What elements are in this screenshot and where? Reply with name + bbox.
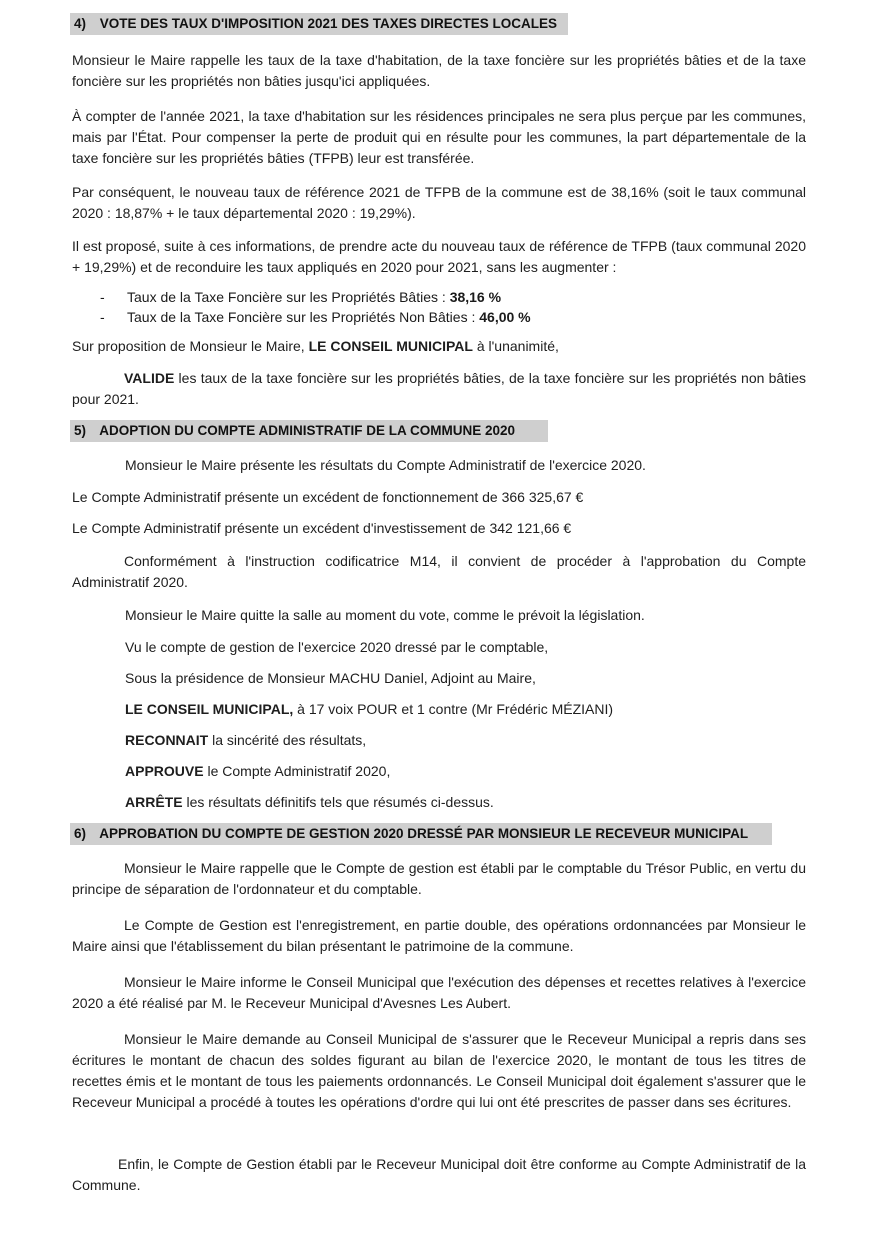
section-4-heading (70, 13, 568, 35)
list-text: Taux de la Taxe Foncière sur les Propriétés Bâties : (127, 289, 450, 305)
bold-text: ARRÊTE (125, 794, 183, 810)
paragraph: Monsieur le Maire quitte la salle au moment du vote, comme le prévoit la législation. (125, 607, 645, 623)
bold-text: RECONNAIT (125, 732, 209, 748)
section-title: ADOPTION DU COMPTE ADMINISTRATIF DE LA COMMUNE 2020 (99, 423, 516, 438)
paragraph: Le Compte Administratif présente un excédent de fonctionnement de 366 325,67 € (72, 489, 584, 505)
paragraph (72, 368, 806, 410)
paragraph (125, 699, 613, 720)
list-dash: - (100, 289, 105, 305)
text: à 17 voix POUR et 1 contre (Mr Frédéric MÉZIANI) (293, 701, 614, 717)
section-title: VOTE DES TAUX D'IMPOSITION 2021 DES TAXES DIRECTES LOCALES (99, 16, 558, 31)
bold-text: LE CONSEIL MUNICIPAL, (125, 701, 294, 717)
bold-text: LE CONSEIL MUNICIPAL (308, 338, 473, 354)
text: la sincérité des résultats, (208, 732, 367, 748)
paragraph: Monsieur le Maire présente les résultats du Compte Administratif de l'exercice 2020. (125, 457, 646, 473)
text: les taux de la taxe foncière sur les propriétés bâties, de la taxe foncière sur les propriétés non bâties pour 2021. (72, 370, 806, 407)
paragraph: Monsieur le Maire informe le Conseil Municipal que l'exécution des dépenses et recettes relatives à l'exercice 2020 a été réalisé par M. le Receveur Municipal d'Avesnes Les Aubert. (72, 974, 806, 1011)
paragraph: À compter de l'année 2021, la taxe d'habitation sur les résidences principales ne sera plus perçue par les communes, mais par l'État. Pour compenser la perte de produit qui en résulte pour les communes, la part départementale de la taxe foncière sur les propriétés bâties (TFPB) leur est transférée. (72, 108, 806, 166)
text: le Compte Administratif 2020, (203, 763, 391, 779)
list-value: 46,00 % (479, 309, 531, 325)
section-number: 4) (74, 16, 87, 31)
paragraph: Il est proposé, suite à ces informations, de prendre acte du nouveau taux de référence de TFPB (taux communal 2020 + 19,29%) et de reconduire les taux appliqués en 2020 pour 2021, sans les augmenter : (72, 238, 806, 275)
text: à l'unanimité, (472, 338, 559, 354)
bold-text: VALIDE (124, 370, 175, 386)
text: Sur proposition de Monsieur le Maire, (72, 338, 309, 354)
list-value: 38,16 % (449, 289, 502, 305)
paragraph: Vu le compte de gestion de l'exercice 2020 dressé par le comptable, (125, 639, 549, 655)
paragraph (125, 761, 390, 782)
paragraph: Sous la présidence de Monsieur MACHU Daniel, Adjoint au Maire, (125, 670, 536, 686)
section-5-heading (70, 420, 548, 442)
list-item (100, 287, 501, 308)
paragraph (125, 792, 494, 813)
paragraph: Par conséquent, le nouveau taux de référence 2021 de TFPB de la commune est de 38,16% (soit le taux communal 2020 : 18,87% + le taux départemental 2020 : 19,29%). (72, 184, 806, 221)
text: les résultats définitifs tels que résumés ci-dessus. (182, 794, 494, 810)
paragraph: Monsieur le Maire demande au Conseil Municipal de s'assurer que le Receveur Municipal a repris dans ses écritures le montant de chacun des soldes figurant au bilan de l'exercice 2020, le montant de tous les titres de recettes émis et le montant de tous les paiements ordonnancés. Le Conseil Municipal doit également s'assurer que le Receveur Municipal a procédé à toutes les opérations d'ordre qui lui ont été prescrites de passer dans ses écritures. (72, 1031, 806, 1110)
list-text: Taux de la Taxe Foncière sur les Propriétés Non Bâties : (127, 309, 480, 325)
paragraph: Le Compte Administratif présente un excédent d'investissement de 342 121,66 € (72, 520, 572, 536)
list-item (100, 307, 531, 328)
list-dash: - (100, 309, 105, 325)
paragraph (125, 730, 366, 751)
section-number: 5) (74, 423, 87, 438)
paragraph: Le Compte de Gestion est l'enregistrement, en partie double, des opérations ordonnancées par Monsieur le Maire ainsi que l'établissement du bilan présentant le patrimoine de la commune. (72, 917, 806, 954)
paragraph: Monsieur le Maire rappelle les taux de la taxe d'habitation, de la taxe foncière sur les propriétés bâties et de la taxe foncière sur les propriétés non bâties jusqu'ici appliquées. (72, 52, 806, 89)
paragraph: Enfin, le Compte de Gestion établi par le Receveur Municipal doit être conforme au Compte Administratif de la Commune. (72, 1156, 806, 1193)
section-6-heading (70, 823, 772, 845)
paragraph: Monsieur le Maire rappelle que le Compte de gestion est établi par le comptable du Trésor Public, en vertu du principe de séparation de l'ordonnateur et du comptable. (72, 860, 806, 897)
section-number: 6) (74, 826, 87, 841)
bold-text: APPROUVE (125, 763, 204, 779)
section-title: APPROBATION DU COMPTE DE GESTION 2020 DRESSÉ PAR MONSIEUR LE RECEVEUR MUNICIPAL (99, 826, 749, 841)
paragraph: Conformément à l'instruction codificatrice M14, il convient de procéder à l'approbation du Compte Administratif 2020. (72, 553, 806, 590)
paragraph (72, 336, 559, 357)
